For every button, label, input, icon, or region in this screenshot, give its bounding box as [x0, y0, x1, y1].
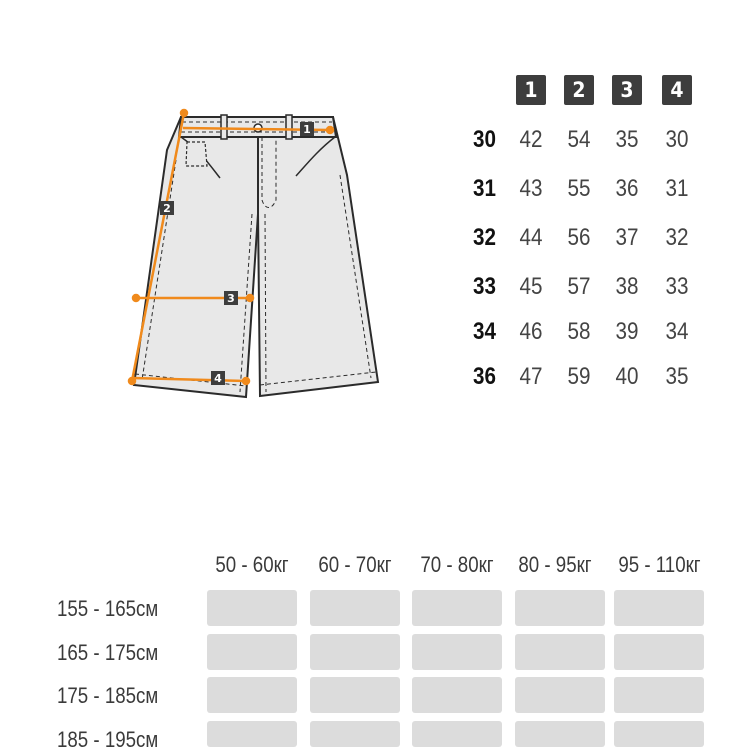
weight-header: 60 - 70кг [318, 552, 392, 577]
measure-point [243, 378, 249, 384]
size-cell: 32 [665, 224, 689, 251]
size-cell: 39 [615, 318, 639, 345]
size-cell: 47 [519, 363, 543, 390]
size-cell: 31 [665, 175, 689, 202]
size-cell: 30 [665, 126, 689, 153]
size-cell: 38 [615, 273, 639, 300]
right-leg-panel [258, 117, 378, 396]
fit-cell [614, 590, 704, 626]
height-label: 165 - 175см [57, 640, 159, 665]
fit-cell [412, 634, 502, 670]
height-label: 175 - 185см [57, 683, 159, 708]
size-table-header-4: 4 [662, 75, 692, 105]
fit-cell [310, 634, 400, 670]
size-cell: 35 [615, 126, 639, 153]
height-label: 185 - 195см [57, 727, 159, 752]
fit-cell [515, 721, 605, 747]
size-cell: 33 [665, 273, 689, 300]
size-cell: 57 [567, 273, 591, 300]
diagram-marker-2-label: 2 [163, 202, 171, 215]
belt-loop [286, 115, 292, 139]
weight-header: 50 - 60кг [215, 552, 289, 577]
size-cell: 36 [615, 175, 639, 202]
size-cell: 37 [615, 224, 639, 251]
fit-cell [614, 721, 704, 747]
fit-cell [515, 634, 605, 670]
measure-point [181, 110, 187, 116]
size-table-header-1: 1 [516, 75, 546, 105]
size-table-header-3: 3 [612, 75, 642, 105]
size-cell: 42 [519, 126, 543, 153]
size-cell: 34 [665, 318, 689, 345]
size-label: 32 [473, 224, 496, 251]
diagram-marker-3-label: 3 [227, 292, 235, 305]
size-cell: 35 [665, 363, 689, 390]
weight-header: 70 - 80кг [420, 552, 494, 577]
fit-cell [207, 721, 297, 747]
size-label: 34 [473, 318, 496, 345]
size-label: 31 [473, 175, 496, 202]
size-cell: 46 [519, 318, 543, 345]
size-label: 33 [473, 273, 496, 300]
size-label: 30 [473, 126, 496, 153]
coin-pocket [186, 142, 207, 166]
fit-cell [310, 721, 400, 747]
size-cell: 56 [567, 224, 591, 251]
size-cell: 54 [567, 126, 591, 153]
weight-header: 95 - 110кг [618, 552, 701, 577]
size-cell: 45 [519, 273, 543, 300]
fit-cell [207, 590, 297, 626]
size-cell: 58 [567, 318, 591, 345]
size-cell: 40 [615, 363, 639, 390]
diagram-marker-4-label: 4 [214, 372, 222, 385]
size-cell: 44 [519, 224, 543, 251]
measure-point [247, 295, 253, 301]
fit-cell [310, 677, 400, 713]
weight-header: 80 - 95кг [518, 552, 592, 577]
height-label: 155 - 165см [57, 596, 159, 621]
fit-cell [614, 677, 704, 713]
size-cell: 59 [567, 363, 591, 390]
fit-cell [412, 721, 502, 747]
measure-point [129, 378, 135, 384]
fit-cell [412, 677, 502, 713]
fit-cell [614, 634, 704, 670]
measure-point [327, 127, 333, 133]
fit-cell [310, 590, 400, 626]
fit-cell [207, 677, 297, 713]
size-cell: 43 [519, 175, 543, 202]
diagram-marker-1-label: 1 [303, 123, 311, 136]
fit-cell [207, 634, 297, 670]
measure-point [133, 295, 139, 301]
belt-loop [221, 115, 227, 139]
fit-cell [515, 677, 605, 713]
size-label: 36 [473, 363, 496, 390]
fit-cell [412, 590, 502, 626]
size-cell: 55 [567, 175, 591, 202]
size-table-header-2: 2 [564, 75, 594, 105]
fit-cell [515, 590, 605, 626]
